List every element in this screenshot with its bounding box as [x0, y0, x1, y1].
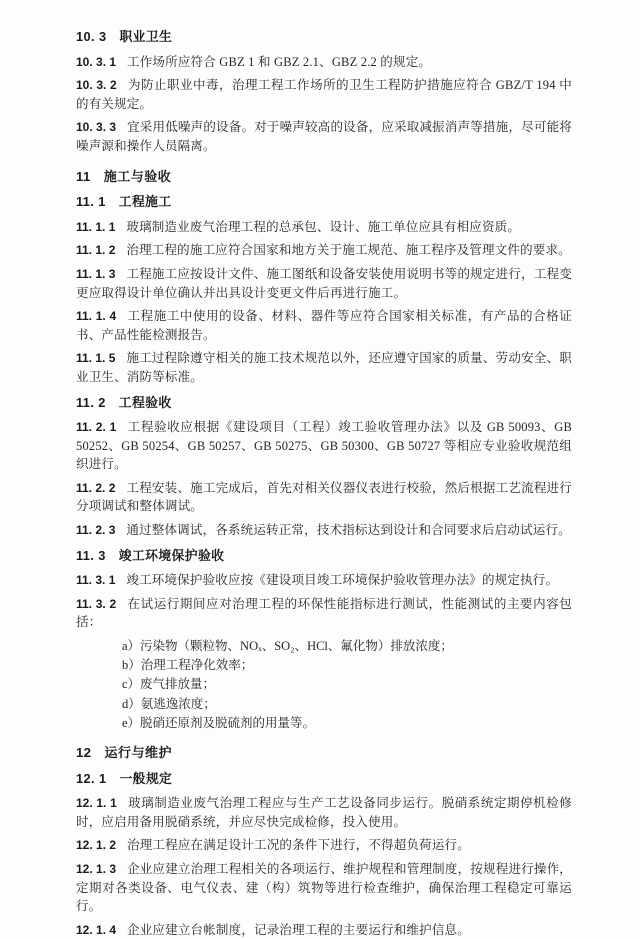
clause-number: 10. 3 [76, 29, 107, 44]
clause-number: 11. 2. 3 [76, 523, 116, 538]
clause-text: 工程施工中使用的设备、材料、器件等应符合国家相关标准，有产品的合格证书、产品性能检测报告。 [76, 309, 572, 342]
clause-number: 11. 1. 3 [76, 266, 116, 281]
clause-number: 10. 3. 3 [76, 120, 117, 135]
clause-text: 竣工环境保护验收应按《建设项目竣工环境保护验收管理办法》的规定执行。 [126, 573, 559, 588]
clause-paragraph [76, 479, 572, 516]
clause-text: e）脱硝还原剂及脱硫剂的用量等。 [122, 715, 316, 730]
clause-text: 施工与验收 [103, 168, 172, 184]
clause-text: 工程施工应按设计文件、施工图纸和设备安装使用说明书等的规定进行，工程变更应取得设计单位确认并出具设计变更文件后再进行施工。 [76, 266, 572, 300]
list-item [122, 656, 572, 674]
clause-text: 施工过程除遵守相关的施工技术规范以外，还应遵守国家的质量、劳动安全、职业卫生、消防等标准。 [76, 351, 572, 384]
clause-number: 12. 1. 3 [76, 862, 117, 877]
clause-paragraph [76, 307, 572, 344]
clause-text: d）氨逃逸浓度； [122, 696, 216, 711]
clause-paragraph [76, 118, 572, 155]
clause-text: 工程验收 [118, 394, 172, 410]
clause-number: 11. 3 [76, 547, 106, 563]
clause-number: 11. 3. 1 [76, 573, 116, 588]
clause-number: 12. 1. 4 [76, 922, 117, 937]
list-item [122, 695, 572, 713]
clause-number: 11. 2. 2 [76, 480, 116, 495]
clause-paragraph [76, 860, 572, 916]
clause-number: 10. 3. 2 [76, 78, 117, 93]
clause-number: 11. 2. 1 [76, 420, 117, 435]
clause-text: 职业卫生 [119, 29, 173, 44]
clause-text: 在试运行期间应对治理工程的环保性能指标进行测试，性能测试的主要内容包括： [76, 596, 572, 630]
clause-number: 10. 3. 1 [76, 54, 117, 69]
clause-number: 12. 1. 2 [76, 838, 117, 853]
clause-text: 一般规定 [119, 770, 173, 786]
clause-number: 11. 1. 1 [76, 219, 116, 234]
list-item [122, 714, 572, 732]
clause-paragraph [76, 836, 572, 855]
clause-text: a）污染物（颗粒物、NOₓ、SO₂、HCl、氟化物）排放浓度； [122, 639, 453, 654]
clause-number: 12. 1 [76, 770, 107, 786]
list-item [122, 637, 572, 655]
clause-number: 11. 1. 5 [76, 351, 116, 366]
list-item [122, 675, 572, 693]
clause-paragraph [76, 794, 572, 831]
section-heading [76, 744, 572, 763]
clause-number: 11. 1. 2 [76, 243, 116, 258]
clause-text: 玻璃制造业废气治理工程的总承包、设计、施工单位应具有相应资质。 [126, 219, 521, 234]
clause-number: 11. 3. 2 [76, 596, 117, 611]
clause-text: b）治理工程净化效率； [122, 658, 254, 673]
clause-text: 玻璃制造业废气治理工程应与生产工艺设备同步运行。脱硝系统定期停机检修时，应启用备用脱硝系统，并应尽快完成检修，投入使用。 [76, 796, 572, 829]
subsection-heading [76, 770, 572, 789]
clause-paragraph [76, 265, 572, 302]
clause-text: 竣工环境保护验收 [118, 547, 225, 563]
clause-paragraph [76, 921, 572, 939]
clause-text: 工程安装、施工完成后，首先对相关仪器仪表进行校验，然后根据工艺流程进行分项调试和整体调试。 [76, 480, 572, 514]
clause-number: 11. 1 [76, 194, 106, 210]
clause-paragraph [76, 241, 572, 260]
clause-number: 11. 1. 4 [76, 309, 117, 324]
clause-paragraph [76, 595, 572, 632]
subsection-heading [76, 193, 572, 212]
clause-number: 12. 1. 1 [76, 796, 117, 811]
clause-text: 通过整体调试，各系统运转正常，技术指标达到设计和合同要求后启动试运行。 [126, 523, 571, 538]
clause-number: 12 [76, 745, 92, 761]
clause-text: 宜采用低噪声的设备。对于噪声较高的设备，应采取减振消声等措施，尽可能将噪声源和操作人员隔离。 [76, 120, 572, 153]
clause-text: c）废气排放量； [122, 677, 216, 692]
subsection-heading [76, 28, 572, 47]
clause-paragraph [76, 571, 572, 590]
clause-text: 企业应建立治理工程相关的各项运行、维护规程和管理制度，按规程进行操作，定期对各类设备、电气仪表、建（构）筑物等进行检查维护，确保治理工程稳定可靠运行。 [76, 862, 572, 914]
clause-text: 治理工程应在满足设计工况的条件下进行，不得超负荷运行。 [127, 838, 470, 853]
clause-paragraph [76, 218, 572, 237]
clause-number: 11. 2 [76, 394, 106, 410]
subsection-heading [76, 394, 572, 413]
clause-text: 工作场所应符合 GBZ 1 和 GBZ 2.1、GBZ 2.2 的规定。 [127, 54, 432, 69]
clause-paragraph [76, 53, 572, 72]
clause-text: 治理工程的施工应符合国家和地方关于施工规范、施工程序及管理文件的要求。 [126, 243, 571, 258]
clause-text: 运行与维护 [104, 745, 172, 761]
clause-paragraph [76, 76, 572, 113]
clause-paragraph [76, 349, 572, 386]
clause-text: 工程验收应根据《建设项目（工程）竣工验收管理办法》以及 GB 50093、GB 50252、GB 50254、GB 50257、GB 50275、GB 50300、GB 50727 等相应专业验收规范组织进行。 [76, 420, 573, 472]
clause-number: 11 [76, 168, 91, 184]
clause-text: 工程施工 [118, 194, 172, 210]
section-heading [76, 168, 572, 187]
clause-text: 企业应建立台帐制度，记录治理工程的主要运行和维护信息。 [127, 922, 470, 937]
clause-paragraph [76, 418, 572, 474]
subsection-heading [76, 547, 572, 566]
clause-text: 为防止职业中毒，治理工程工作场所的卫生工程防护措施应符合 GBZ/T 194 中的有关规定。 [76, 78, 573, 111]
clause-paragraph [76, 521, 572, 540]
